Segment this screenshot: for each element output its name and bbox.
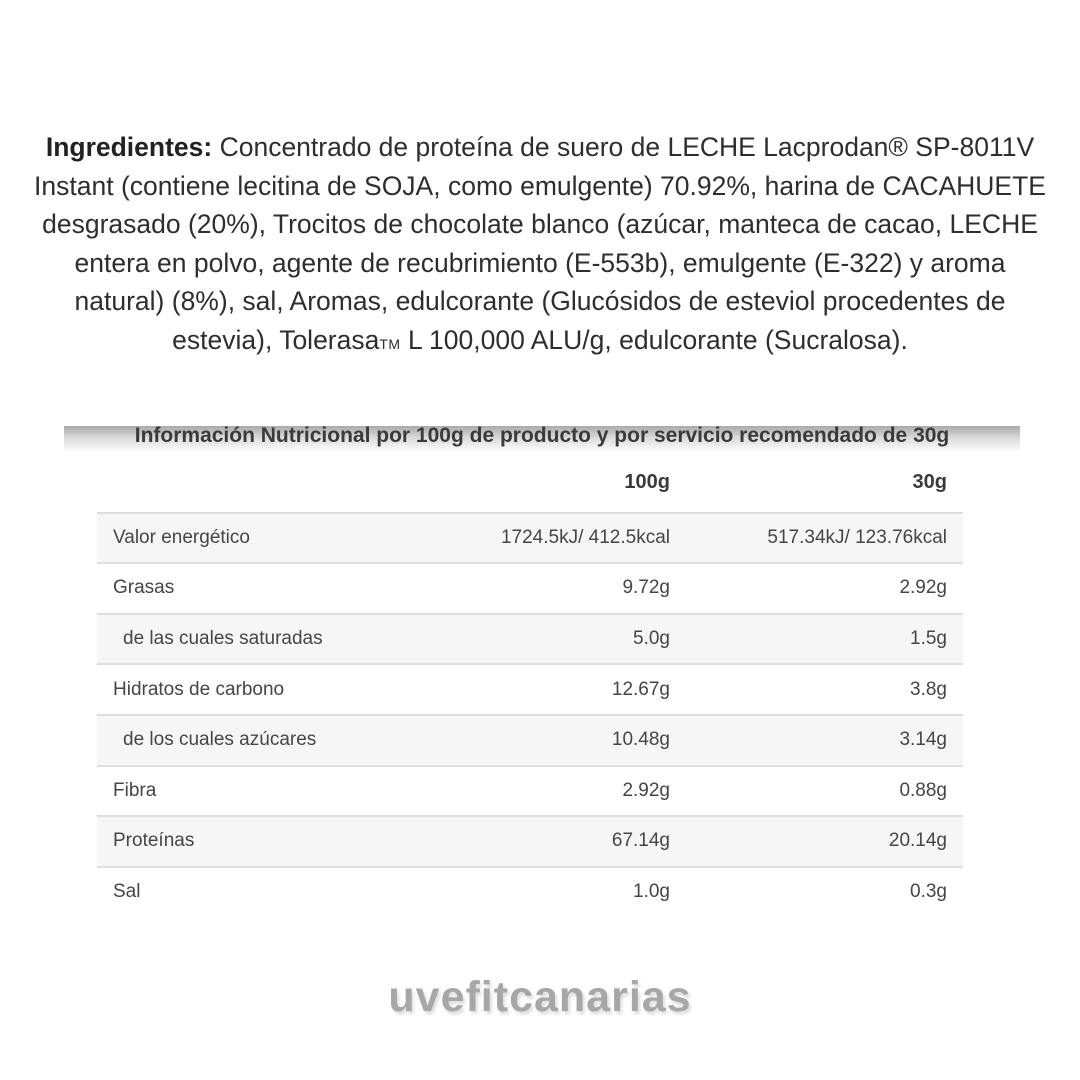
table-row bbox=[97, 714, 963, 765]
table-row bbox=[97, 562, 963, 613]
value-per-30g: 3.14g bbox=[899, 729, 947, 751]
value-per-30g: 0.3g bbox=[910, 881, 947, 903]
nutrition-table-title-bar bbox=[64, 426, 1020, 453]
table-row bbox=[97, 815, 963, 866]
nutrient-label: Sal bbox=[113, 881, 141, 903]
value-per-100g: 67.14g bbox=[611, 830, 670, 852]
column-header-100g: 100g bbox=[624, 470, 670, 493]
nutrient-label: Hidratos de carbono bbox=[113, 678, 285, 700]
value-per-30g: 0.88g bbox=[899, 779, 947, 801]
watermark: uvefitcanarias bbox=[388, 973, 692, 1022]
column-header-30g: 30g bbox=[912, 470, 947, 493]
ingredients-text: Concentrado de proteína de suero de LECHE Lacprodan® SP-8011V Instant (contiene lecitina de SOJA, como emulgente) 70.92%, harina de CACAHUETE desgrasado (20%), Trocitos de chocolate blanco (azúcar, manteca de cacao, LECHE entera en polvo, agente de recubrimiento (E-553b), emulgente (E-322) y aroma natural) (8%), sal, Aromas, edulcorante (Glucósidos de esteviol procedentes de estevia), Tolerasa bbox=[34, 132, 1046, 355]
table-header-row bbox=[97, 453, 963, 512]
value-per-100g: 12.67g bbox=[611, 678, 670, 700]
nutrient-label: Proteínas bbox=[113, 830, 195, 852]
value-per-100g: 5.0g bbox=[633, 628, 670, 650]
nutrition-table-title: Información Nutricional por 100g de producto y por servicio recomendado de 30g bbox=[134, 424, 950, 448]
trademark-symbol: TM bbox=[379, 335, 401, 352]
table-row bbox=[97, 512, 963, 563]
nutrition-table bbox=[97, 453, 963, 917]
ingredients-text-end: L 100,000 ALU/g, edulcorante (Sucralosa). bbox=[400, 324, 908, 355]
table-row bbox=[97, 765, 963, 816]
value-per-30g: 20.14g bbox=[888, 830, 947, 852]
ingredients-paragraph bbox=[33, 0, 1047, 364]
table-row bbox=[97, 613, 963, 664]
value-per-30g: 517.34kJ/ 123.76kcal bbox=[767, 526, 947, 548]
ingredients-label: Ingredientes: bbox=[45, 132, 213, 162]
nutrient-label: de los cuales azúcares bbox=[123, 729, 317, 751]
value-per-100g: 1724.5kJ/ 412.5kcal bbox=[500, 526, 670, 548]
value-per-30g: 1.5g bbox=[910, 628, 947, 650]
value-per-100g: 10.48g bbox=[611, 729, 670, 751]
value-per-30g: 3.8g bbox=[910, 678, 947, 700]
value-per-30g: 2.92g bbox=[899, 577, 947, 599]
nutrient-label: Fibra bbox=[113, 779, 157, 801]
value-per-100g: 9.72g bbox=[622, 577, 670, 599]
nutrient-label: Valor energético bbox=[113, 526, 250, 548]
nutrient-label: Grasas bbox=[113, 577, 175, 599]
nutrient-label: de las cuales saturadas bbox=[123, 628, 323, 650]
value-per-100g: 1.0g bbox=[633, 881, 670, 903]
table-row bbox=[97, 663, 963, 714]
table-row bbox=[97, 866, 963, 917]
value-per-100g: 2.92g bbox=[622, 779, 670, 801]
